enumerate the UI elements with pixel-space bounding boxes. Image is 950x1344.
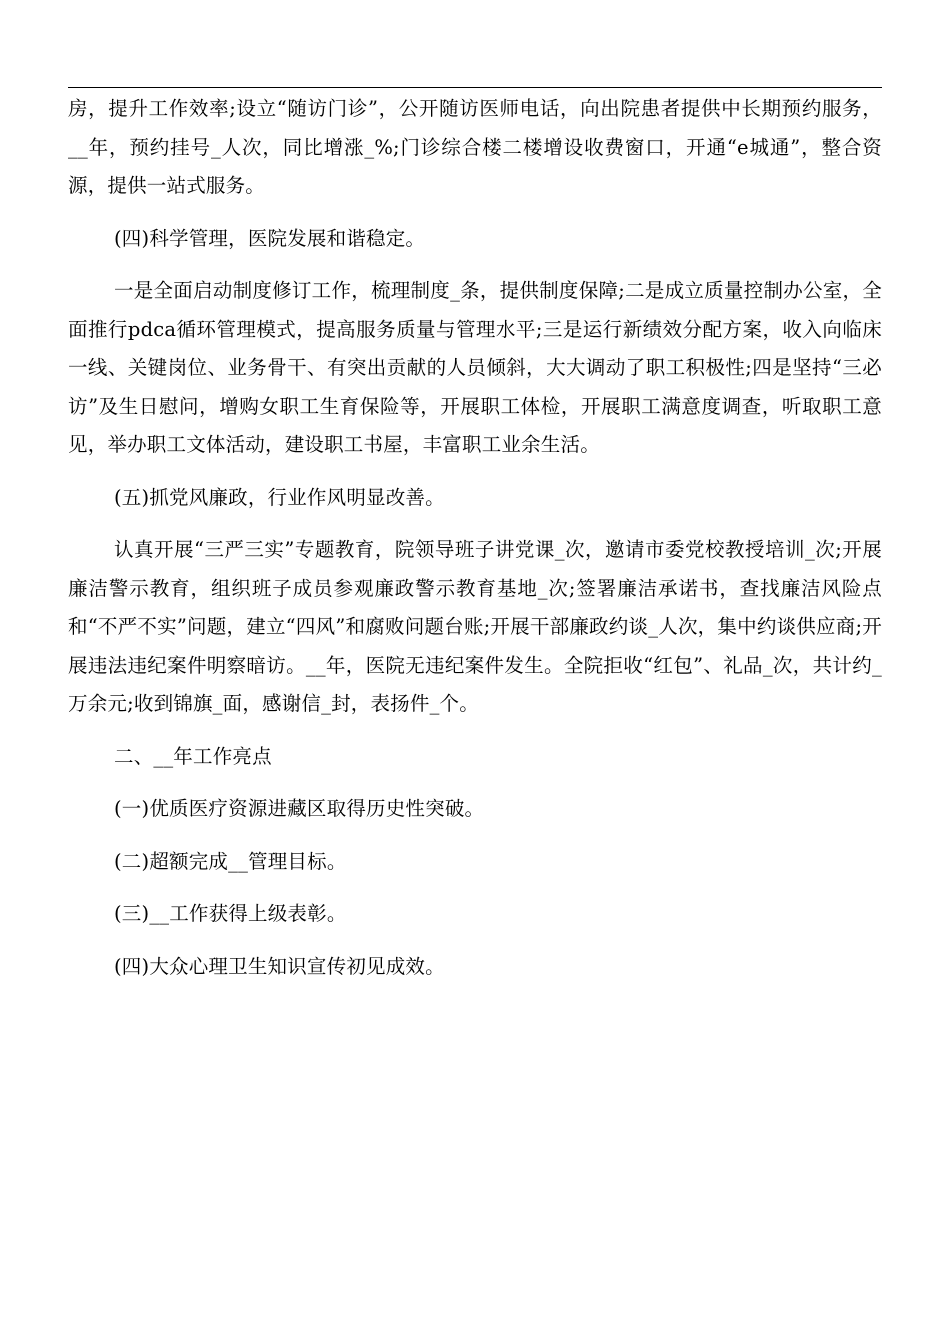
paragraph-management: 一是全面启动制度修订工作，梳理制度_条，提供制度保障;二是成立质量控制办公室，全面推行pdca循环管理模式，提高服务质量与管理水平;三是运行新绩效分配方案，收入向临床一线、关键岗位、业务骨干、有突出贡献的人员倾斜，大大调动了职工积极性;四是坚持“三必访”及生日慰问，增购女职工生育保险等，开展职工体检，开展职工满意度调查，听取职工意见，举办职工文体活动，建设职工书屋，丰富职工业余生活。 [68, 279, 882, 456]
paragraph-integrity: 认真开展“三严三实”专题教育，院领导班子讲党课_次，邀请市委党校教授培训_次;开展廉洁警示教育，组织班子成员参观廉政警示教育基地_次;签署廉洁承诺书，查找廉洁风险点和“不严不实”问题，建立“四风”和腐败问题台账;开展干部廉政约谈_人次，集中约谈供应商;开展违法违纪案件明察暗访。__年，医院无违纪案件发生。全院拒收“红包”、礼品_次，共计约_万余元;收到锦旗_面，感谢信_封，表扬件_个。 [68, 538, 882, 715]
highlight-item-2: (二)超额完成__管理目标。 [114, 849, 347, 873]
section-heading-5: (五)抓党风廉政，行业作风明显改善。 [114, 485, 445, 509]
section-heading-4: (四)科学管理，医院发展和谐稳定。 [114, 226, 426, 250]
header-rule [68, 87, 882, 88]
document-body [68, 90, 882, 986]
highlight-item-4: (四)大众心理卫生知识宣传初见成效。 [114, 954, 445, 978]
highlight-item-1: (一)优质医疗资源进藏区取得历史性突破。 [114, 797, 485, 820]
section-heading-highlights: 二、__年工作亮点 [114, 744, 272, 768]
highlight-item-3: (三)__工作获得上级表彰。 [114, 902, 347, 925]
paragraph-continuation: 房，提升工作效率;设立“随访门诊”，公开随访医师电话，向出院患者提供中长期预约服务，__年，预约挂号_人次，同比增涨_%;门诊综合楼二楼增设收费窗口，开通“e城通”，整合资源，提供一站式服务。 [68, 97, 882, 197]
